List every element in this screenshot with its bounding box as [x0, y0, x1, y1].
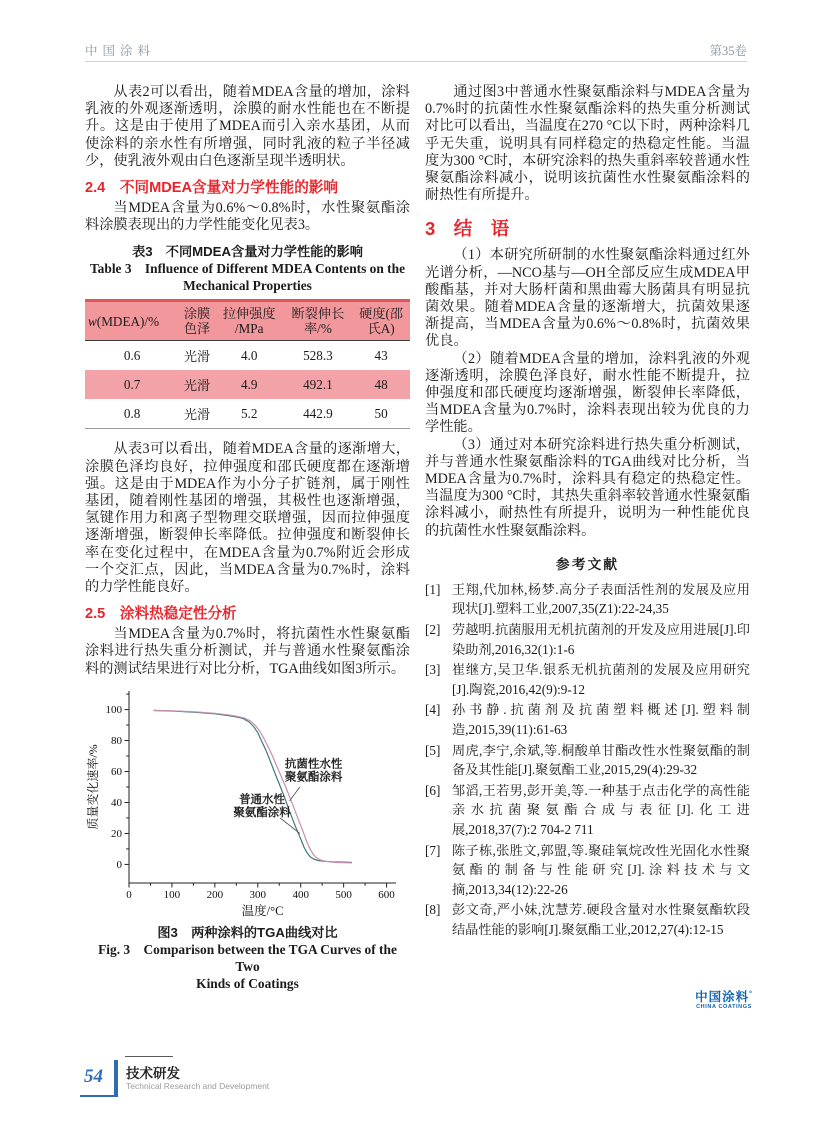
- section-heading-2-4: 2.4 不同MDEA含量对力学性能的影响: [85, 180, 338, 197]
- table-cell: 43: [374, 347, 388, 363]
- running-head: [85, 41, 747, 59]
- reference-number: [2]: [425, 622, 441, 638]
- table-row: [85, 399, 410, 429]
- page-number-underline: [80, 1095, 114, 1097]
- left-column: [85, 84, 410, 992]
- table-header-cell: 断裂伸长 率/%: [284, 301, 353, 341]
- reference-item: [425, 580, 750, 619]
- table-cell: 4.9: [240, 376, 258, 392]
- reference-list: [425, 580, 750, 940]
- mechanical-properties-table: [85, 299, 410, 429]
- reference-text: 劳越明.抗菌服用无机抗菌剂的开发及应用进展[J].印染助剂,2016,32(1):1-6: [452, 622, 750, 657]
- reference-text: 孙书静.抗菌剂及抗菌塑料概述[J].塑料制造,2015,39(11):61-63: [452, 702, 750, 738]
- header-rule: [85, 61, 747, 62]
- svg-text:0: 0: [116, 858, 122, 871]
- conclusion-item-3: （3）通过对本研究涂料进行热失重分析测试，并与普通水性聚氨酯涂料的TGA曲线对比分析，当MDEA含量为0.7%时，涂料具有稳定的热稳定性。当温度为300 °C时，其热失重斜率较普通水性聚氨酯涂料减小，耐热性有所提升，说明为一种性能优良的抗菌性水性聚氨酯涂料。: [425, 436, 750, 539]
- table-cell: 5.2: [240, 405, 258, 421]
- table-row: [85, 370, 410, 399]
- reference-number: [7]: [425, 842, 441, 858]
- footer-rule: [125, 1056, 173, 1057]
- section-heading-3: 3 结 语: [425, 218, 510, 240]
- table-cell: 0.6: [123, 347, 141, 363]
- table-caption-en: Table 3 Influence of Different MDEA Contents on the Mechanical Properties: [89, 261, 406, 294]
- svg-text:质量变化速率/%: 质量变化速率/%: [86, 744, 100, 830]
- svg-text:20: 20: [111, 827, 122, 840]
- svg-text:普通水性聚氨酯涂料: 普通水性聚氨酯涂料: [233, 793, 291, 819]
- footer-section-zh: 技术研发: [126, 1066, 180, 1081]
- section-heading-2-5: 2.5 涂料热稳定性分析: [85, 606, 237, 623]
- reference-item: [425, 660, 750, 699]
- table-cell: 4.0: [240, 347, 258, 363]
- reference-text: 崔继方,吴卫华.银系无机抗菌剂的发展及应用研究[J].陶瓷,2016,42(9):9-12: [452, 662, 750, 697]
- conclusion-item-1: （1）本研究所研制的水性聚氨酯涂料通过红外光谱分析，—NCO基与—OH全部反应生成MDEA甲酸酯基，并对大肠杆菌和黑曲霉大肠菌具有明显抗菌效果。随着MDEA含量的逐渐增大，抗菌效果逐渐提高，当MDEA含量为0.6%～0.8%时，抗菌效果优良。: [425, 247, 750, 350]
- right-column: [425, 84, 750, 941]
- reference-item: [425, 700, 750, 739]
- table-cell: 50: [374, 405, 388, 421]
- svg-text:600: 600: [378, 888, 395, 901]
- svg-text:抗菌性水性聚氨酯涂料: 抗菌性水性聚氨酯涂料: [284, 758, 343, 784]
- reference-number: [8]: [425, 902, 441, 918]
- journal-name: 中国涂料: [85, 44, 156, 58]
- table-row: [85, 341, 410, 371]
- svg-text:40: 40: [111, 796, 122, 809]
- tga-chart: [85, 683, 410, 920]
- reference-number: [1]: [425, 581, 441, 597]
- figure-caption-en: Fig. 3 Comparison between the TGA Curves of the Two Kinds of Coatings: [98, 941, 397, 991]
- reference-number: [5]: [425, 742, 441, 758]
- svg-text:60: 60: [111, 765, 122, 778]
- table-cell: 光滑: [183, 378, 211, 394]
- page-number: 54: [84, 1066, 103, 1087]
- reference-item: [425, 781, 750, 840]
- logo-zh: 中国涂料°: [695, 990, 753, 1005]
- table-cell: 0.8: [123, 405, 141, 421]
- paragraph: 当MDEA含量为0.7%时，将抗菌性水性聚氨酯涂料进行热失重分析测试，并与普通水性聚氨酯涂料的测试结果进行对比分析，TGA曲线如图3所示。: [85, 626, 410, 677]
- svg-text:200: 200: [206, 888, 224, 901]
- conclusion-item-2: （2）随着MDEA含量的增加，涂料乳液的外观逐渐透明，涂膜色泽良好，耐水性能不断提升，拉伸强度和邵氏硬度均逐渐增强，断裂伸长率降低，当MDEA含量为0.7%时，涂料表现出较为优良的力学性能。: [425, 350, 750, 436]
- reference-text: 王翔,代加林,杨梦.高分子表面活性剂的发展及应用现状[J].塑料工业,2007,35(Z1):22-24,35: [452, 581, 750, 617]
- svg-text:500: 500: [335, 888, 352, 901]
- logo-en: CHINA COATINGS: [696, 1004, 752, 1011]
- footer-section-en: Technical Research and Development: [126, 1081, 270, 1091]
- svg-text:100: 100: [163, 888, 181, 901]
- reference-text: 彭文奇,严小妹,沈慧芳.硬段含量对水性聚氨酯软段结晶性能的影响[J].聚氨酯工业,2012,27(4):12-15: [452, 902, 750, 937]
- reference-text: 陈子栋,张胜文,郭盟,等.聚硅氧烷改性光固化水性聚氨酯的制备与性能研究[J].涂料技术与文摘,2013,34(12):22-26: [452, 842, 750, 897]
- table-header-cell: w(MDEA)/%: [85, 301, 179, 341]
- paragraph: 通过图3中普通水性聚氨酯涂料与MDEA含量为0.7%时的抗菌性水性聚氨酯涂料的热失重分析测试对比可以看出，当温度在270 °C以下时，两种涂料几乎无失重，说明具有同样稳定的热稳定性能。当温度为300 °C时，本研究涂料的热失重斜率较普通水性聚氨酯涂料减小，说明该抗菌性水性聚氨酯涂料的耐热性有所提升。: [425, 84, 750, 204]
- table-caption-zh: 表3 不同MDEA含量对力学性能的影响: [132, 244, 363, 260]
- journal-logo: [688, 988, 760, 1011]
- table-cell: 光滑: [183, 407, 211, 423]
- table-cell: 0.7: [123, 376, 141, 392]
- table-cell: 442.9: [303, 405, 333, 421]
- volume-label: 第35卷: [709, 44, 747, 58]
- table-cell: 48: [374, 376, 388, 392]
- reference-text: 邹滔,王若男,彭开美,等.一种基于点击化学的高性能亲水抗菌聚氨酯合成与表征[J].化工进展,2018,37(7):2 704-2 711: [452, 782, 750, 837]
- reference-number: [3]: [425, 662, 441, 678]
- svg-text:0: 0: [126, 888, 132, 901]
- svg-text:温度/°C: 温度/°C: [241, 903, 284, 918]
- paragraph: 从表3可以看出，随着MDEA含量的逐渐增大，涂膜色泽均良好，拉伸强度和邵氏硬度都在逐渐增强。这是由于MDEA作为小分子扩链剂，属于刚性基团，随着刚性基团的增强，其极性也逐渐增强，氢键作用力和离子型物理交联增强，因而拉伸强度逐渐增强，断裂伸长率降低。拉伸强度和断裂伸长率在变化过程中，在MDEA含量为0.7%附近会形成一个交汇点，因此，当MDEA含量为0.7%时，涂料的力学性能良好。: [85, 441, 410, 596]
- reference-text: 周虎,李宁,余斌,等.桐酸单甘酯改性水性聚氨酯的制备及其性能[J].聚氨酯工业,2015,29(4):29-32: [452, 742, 750, 778]
- table-cell: 528.3: [303, 347, 333, 363]
- reference-item: [425, 620, 750, 659]
- table-3-block: [85, 243, 410, 429]
- paragraph: 当MDEA含量为0.6%～0.8%时，水性聚氨酯涂料涂膜表现出的力学性能变化见表3。: [85, 200, 410, 234]
- reference-item: [425, 741, 750, 780]
- table-cell: 光滑: [183, 349, 211, 365]
- table-body: [85, 341, 410, 429]
- table-header-cell: 拉伸强度 /MPa: [215, 301, 284, 341]
- table-header-cell: 涂膜 色泽: [179, 301, 215, 341]
- footer-bar: [114, 1060, 118, 1097]
- svg-text:300: 300: [249, 888, 267, 901]
- figure-3-block: [85, 683, 410, 992]
- table-cell: 492.1: [303, 376, 333, 392]
- reference-item: [425, 841, 750, 900]
- svg-text:80: 80: [111, 734, 122, 747]
- reference-item: [425, 900, 750, 939]
- references-title: 参考文献: [555, 556, 620, 572]
- reference-number: [6]: [425, 782, 441, 798]
- svg-text:400: 400: [292, 888, 309, 901]
- figure-caption-zh: 图3 两种涂料的TGA曲线对比: [157, 924, 338, 940]
- svg-text:100: 100: [105, 703, 122, 716]
- reference-number: [4]: [425, 702, 441, 718]
- table-header-cell: 硬度(邵 氏A): [352, 301, 410, 341]
- table-header-row: [85, 301, 410, 341]
- paragraph: 从表2可以看出，随着MDEA含量的增加，涂料乳液的外观逐渐透明，涂膜的耐水性能也在不断提升。这是由于使用了MDEA而引入亲水基团，从而使涂料的亲水性有所增强，同时乳液的粒子半径减少，使乳液外观由白色逐渐呈现半透明状。: [85, 84, 410, 169]
